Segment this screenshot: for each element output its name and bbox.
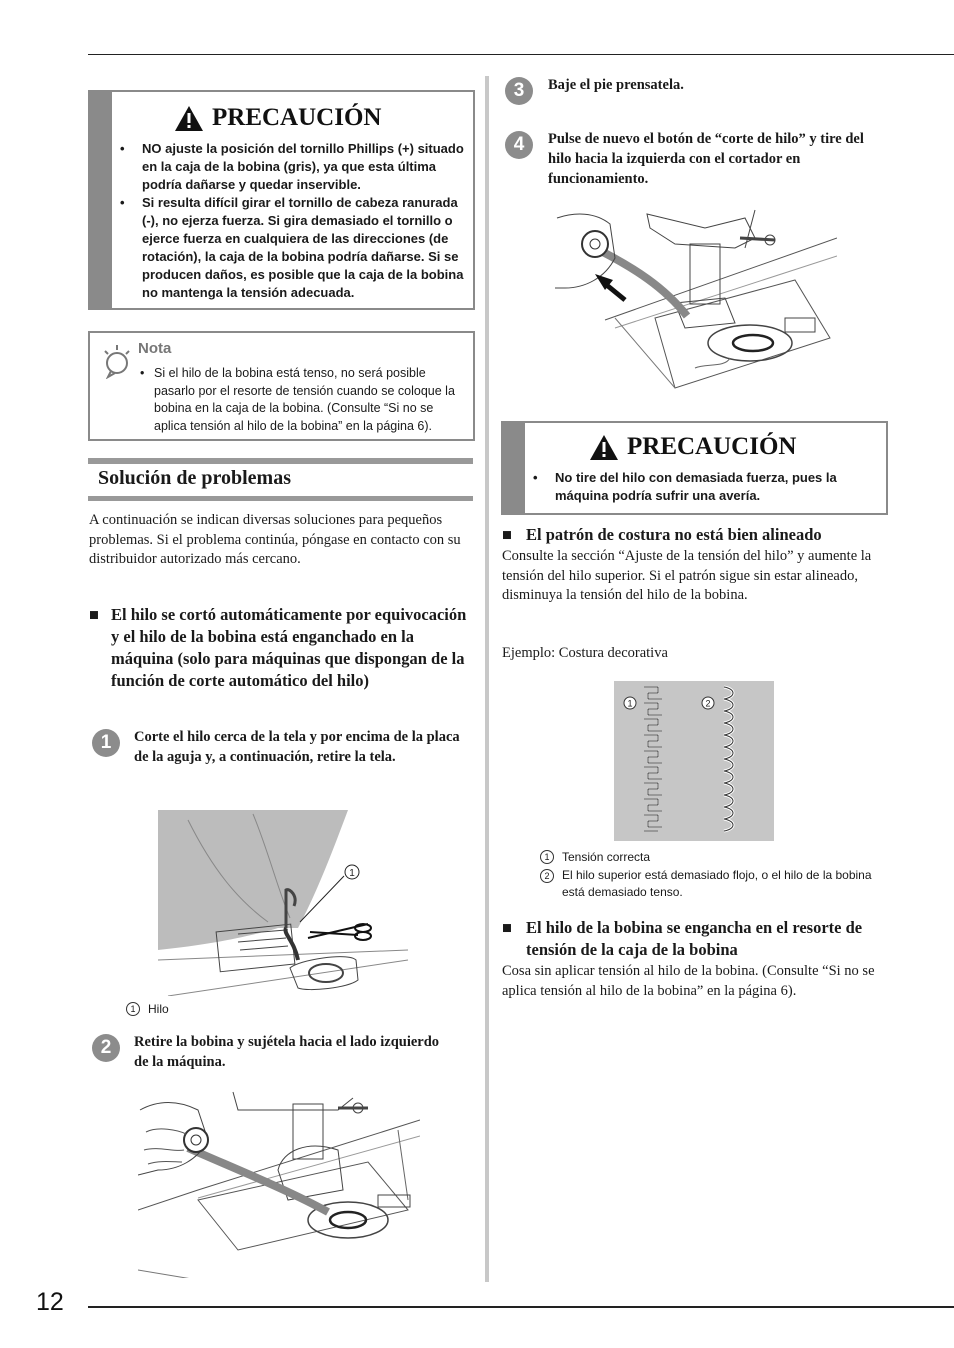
figure-label-2: 2: [705, 698, 711, 709]
lightbulb-icon: [100, 343, 132, 379]
note-label: Nota: [138, 340, 172, 357]
figure-1-caption: 1 Hilo: [126, 1001, 169, 1018]
example-label: Ejemplo: Costura decorativa: [502, 645, 668, 661]
figure-stitch-pattern: [614, 681, 774, 841]
note-item: • Si el hilo de la bobina está tenso, no será posible pasarlo por el resorte de tensión cuando se coloque la bobina en la caja de la bobina. (Consulte “Si no se aplica tensión al hilo de la bobina” en la página 6).: [138, 365, 467, 435]
caution-title: PRECAUCIÓN: [627, 433, 797, 460]
note-box: [88, 331, 475, 441]
figure-remove-bobbin: [138, 1090, 420, 1278]
warning-icon: [589, 434, 619, 461]
square-bullet-icon: ■: [502, 525, 512, 544]
page-number: 12: [36, 1288, 64, 1316]
caution-list: [529, 469, 879, 505]
bottom-rule: [88, 1306, 954, 1308]
figure-label-1: 1: [627, 698, 633, 709]
step-2-text: Retire la bobina y sujétela hacia el lado izquierdo de la máquina.: [134, 1034, 440, 1070]
caution-item: • NO ajuste la posición del tornillo Phillips (+) situado en la caja de la bobina (gris), ya que esta última podría dañarse y quedar inservible.: [116, 140, 468, 194]
step-number-1: 1: [92, 729, 120, 757]
caution-item: • Si resulta difícil girar el tornillo de cabeza ranurada (-), no ejerza fuerza. Si gira demasiado el tornillo o ejerce fuerza en cualquiera de las direcciones (de rotación), la caja de la bobina podría dañarse. Si se producen daños, es posible que la caja de la bobina no mantenga la tensión adecuada.: [116, 194, 468, 302]
problem2-text: Consulte la sección “Ajuste de la tensión del hilo” y aumente la tensión del hilo superior. Si el patrón sigue sin estar alineado, disminuya la tensión del hilo de la bobina.: [502, 548, 872, 603]
callout-number: 1: [540, 850, 554, 864]
section-title: Solución de problemas: [98, 467, 291, 489]
section-header: [88, 458, 473, 502]
problem1-heading: ■ El hilo se cortó automáticamente por equivocación y el hilo de la bobina está enganchado en la máquina (solo para máquinas que dispongan de la función de corte automático del hilo): [89, 605, 467, 690]
figure-pull-thread: [555, 208, 837, 404]
problem3-text: Cosa sin aplicar tensión al hilo de la bobina. (Consulte “Si no se aplica tensión al hilo de la bobina” en la página 6).: [502, 963, 875, 999]
warning-icon: [174, 105, 204, 132]
problem3-heading: ■ El hilo de la bobina se engancha en el resorte de tensión de la caja de la bobina: [502, 918, 863, 959]
section-intro: A continuación se indican diversas soluciones para pequeños problemas. Si el problema continúa, póngase en contacto con su distribuidor autorizado más cercano.: [89, 512, 461, 567]
step-number-2: 2: [92, 1034, 120, 1062]
callout-number: 1: [126, 1002, 140, 1016]
step-number-3: 3: [505, 77, 533, 105]
square-bullet-icon: ■: [89, 605, 99, 624]
caution-list: [116, 140, 468, 302]
problem2-heading: ■ El patrón de costura no está bien alineado: [502, 525, 822, 544]
stitch-caption-1: 1 Tensión correcta: [540, 849, 880, 866]
caution-title: PRECAUCIÓN: [212, 104, 382, 131]
caution-item: • No tire del hilo con demasiada fuerza, pues la máquina podría sufrir una avería.: [529, 469, 879, 505]
column-divider: [485, 76, 489, 1282]
stitch-caption-2: 2 El hilo superior está demasiado flojo, o el hilo de la bobina está demasiado tenso.: [540, 867, 880, 901]
top-rule: [88, 54, 954, 55]
step-number-4: 4: [505, 131, 533, 159]
step-3-text: Baje el pie prensatela.: [548, 77, 684, 93]
square-bullet-icon: ■: [502, 918, 512, 937]
callout-number: 2: [540, 869, 554, 883]
caution-box-2: [501, 421, 888, 515]
caution-box-1: [88, 90, 475, 310]
step-1-text: Corte el hilo cerca de la tela y por encima de la placa de la aguja y, a continuación, retire la tela.: [134, 729, 460, 765]
step-4-text: Pulse de nuevo el botón de “corte de hilo” y tire del hilo hacia la izquierda con el cortador en funcionamiento.: [548, 131, 864, 187]
figure-callout: 1: [349, 868, 355, 879]
note-list: [138, 365, 467, 435]
figure-cut-thread: [158, 810, 410, 996]
